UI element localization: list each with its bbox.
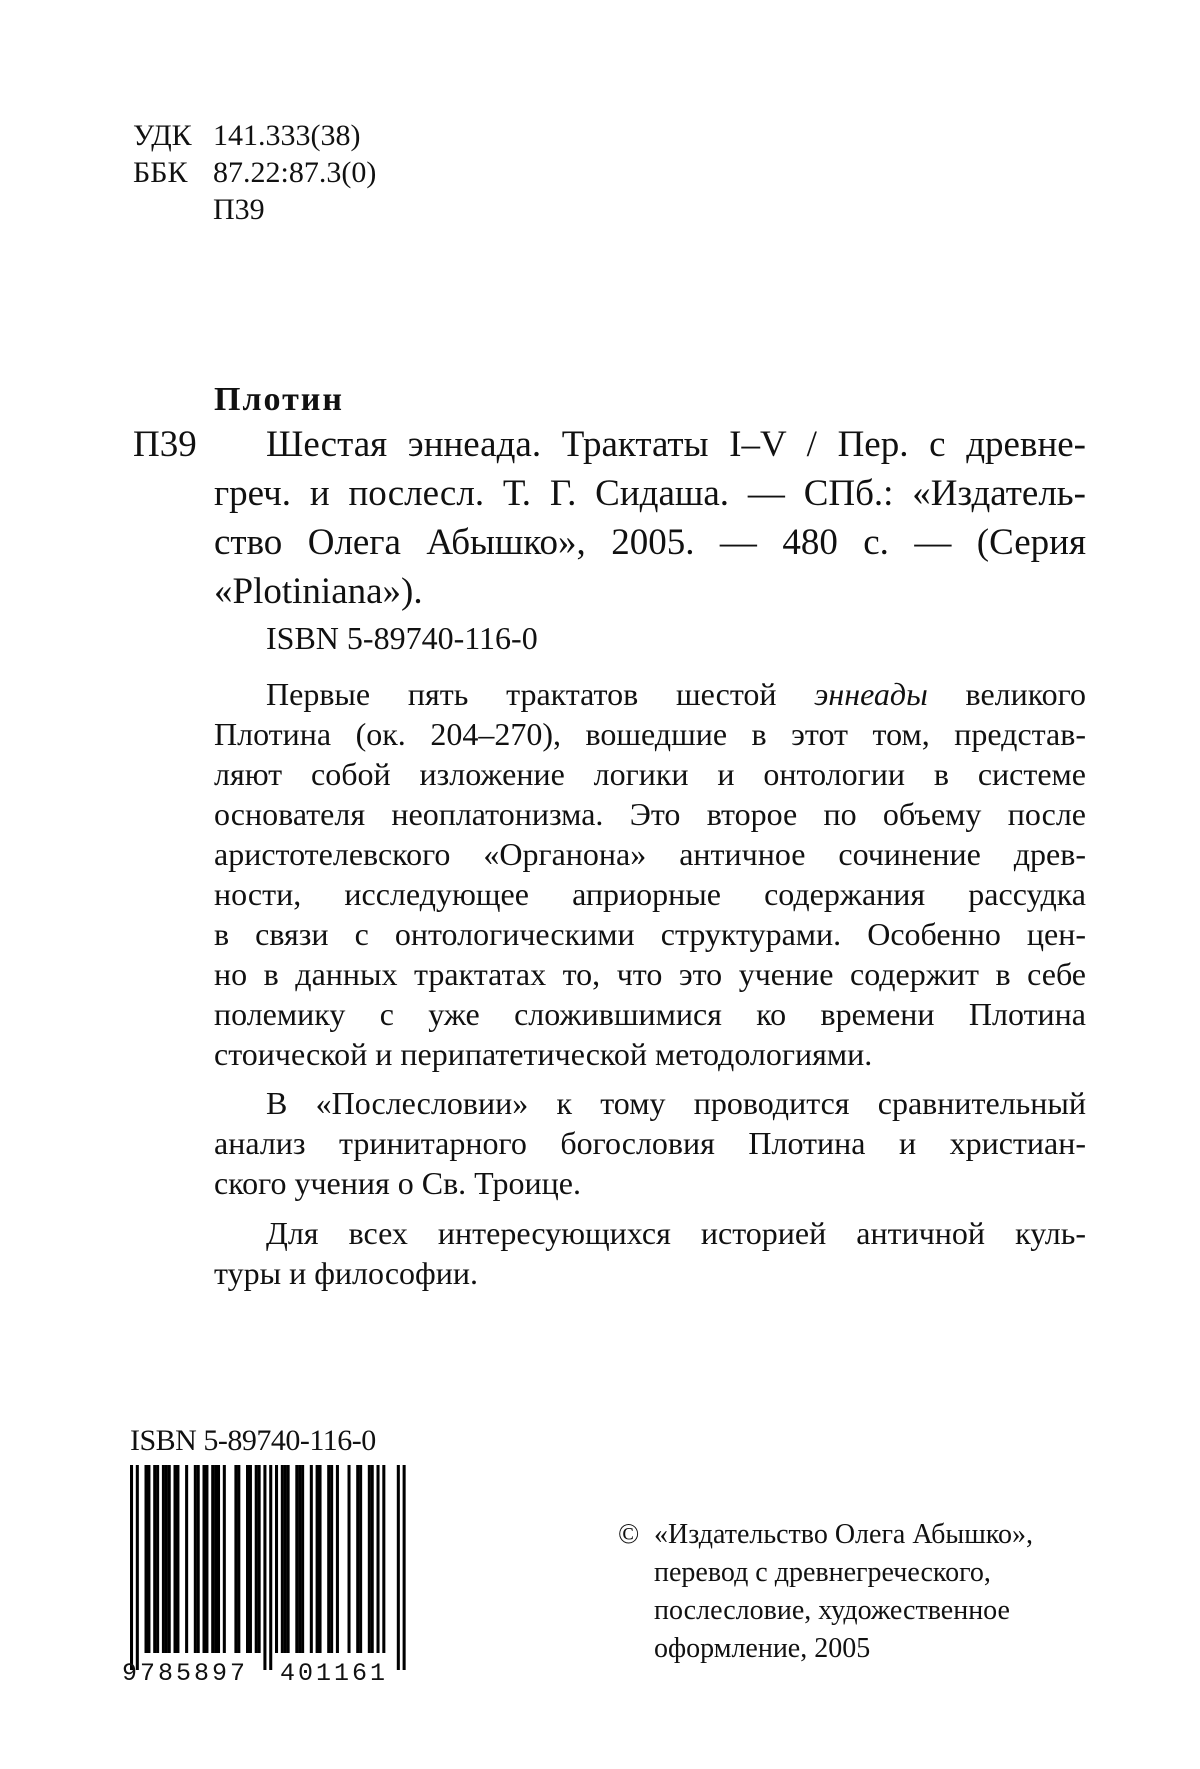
- bib-line: ство Олега Абышко», 2005. — 480 с. — (Серия: [214, 522, 1086, 563]
- annotation-line: стоической и перипатетической методологиями.: [214, 1036, 873, 1072]
- bib-line: греч. и послесл. Т. Г. Сидаша. — СПб.: «Издатель-: [214, 473, 1086, 514]
- annotation-line: Плотина (ок. 204–270), вошедшие в этот том, представ-: [214, 716, 1086, 752]
- barcode-bar: [162, 1465, 165, 1653]
- barcode-isbn-label: ISBN 5-89740-116-0: [130, 1424, 376, 1457]
- barcode-bar: [249, 1465, 252, 1653]
- isbn-line: ISBN 5-89740-116-0: [266, 620, 538, 656]
- bib-line: Шестая эннеада. Трактаты I–V / Пер. с древне-: [266, 424, 1086, 465]
- emphasis-term: эннеады: [814, 676, 928, 712]
- barcode-bar: [211, 1465, 214, 1653]
- annotation-line: В «Послесловии» к тому проводится сравнительный: [266, 1085, 1086, 1121]
- barcode-bar: [295, 1465, 298, 1653]
- barcode-bar: [368, 1465, 371, 1653]
- annotation-line: аристотелевского «Органона» античное сочинение древ-: [214, 836, 1086, 872]
- barcode-bar: [217, 1465, 220, 1653]
- annotation-line: ского учения о Св. Троице.: [214, 1165, 581, 1201]
- barcode-bar: [348, 1465, 351, 1653]
- barcode-bar: [130, 1465, 133, 1670]
- barcode-bar: [336, 1465, 339, 1653]
- barcode-bar: [310, 1465, 313, 1653]
- barcode-bar: [319, 1465, 322, 1653]
- barcode-bar: [145, 1465, 148, 1653]
- barcode-bar: [330, 1465, 333, 1653]
- barcode-bar: [327, 1465, 330, 1653]
- barcode-bar: [165, 1465, 168, 1653]
- barcode-bar: [194, 1465, 197, 1653]
- barcode-bar: [397, 1465, 400, 1670]
- udk-label: УДК: [133, 119, 192, 152]
- author-name: Плотин: [214, 381, 344, 418]
- barcode-bar: [136, 1465, 139, 1670]
- udk-value: 141.333(38): [213, 119, 361, 152]
- annotation-line: основателя неоплатонизма. Это второе по объему после: [214, 796, 1086, 832]
- barcode-bar: [174, 1465, 177, 1653]
- barcode-digit-first: 9: [122, 1659, 138, 1688]
- barcode-bar: [258, 1465, 261, 1653]
- annotation-line: Первые пять трактатов шестой эннеады великого: [266, 676, 1086, 712]
- barcode-bar: [403, 1465, 406, 1670]
- copyright-symbol: ©: [618, 1519, 640, 1550]
- barcode-bar: [197, 1465, 200, 1653]
- barcode-bar: [214, 1465, 217, 1653]
- barcode-bar: [377, 1465, 380, 1653]
- barcode-bar: [263, 1465, 266, 1670]
- annotation-line: ляют собой изложение логики и онтологии в системе: [214, 756, 1086, 792]
- barcode-bar: [359, 1465, 362, 1653]
- barcode-digits-left: 785897: [140, 1659, 249, 1688]
- copyright-line: перевод с древнегреческого,: [654, 1557, 991, 1588]
- author-code-top: П39: [213, 193, 265, 226]
- bib-line: «Plotiniana»).: [214, 571, 423, 612]
- annotation-line: туры и философии.: [214, 1255, 478, 1291]
- annotation-line: полемику с уже сложившимися ко времени Плотина: [214, 996, 1086, 1032]
- barcode-bar: [356, 1465, 359, 1653]
- author-code-left: П39: [133, 424, 197, 465]
- barcode-bar: [275, 1465, 278, 1653]
- bbk-label: ББК: [133, 156, 188, 189]
- barcode-bar: [316, 1465, 319, 1653]
- barcode-bar: [237, 1465, 240, 1653]
- annotation-line: анализ тринитарного богословия Плотина и христиан-: [214, 1125, 1086, 1161]
- annotation-line: но в данных трактатах то, что это учение содержит в себе: [214, 956, 1086, 992]
- barcode-bar: [284, 1465, 287, 1653]
- barcode-bar: [269, 1465, 272, 1670]
- annotation-line: Для всех интересующихся историей античной куль-: [266, 1215, 1086, 1251]
- bbk-value: 87.22:87.3(0): [213, 156, 377, 189]
- barcode-bar: [298, 1465, 301, 1653]
- barcode-bar: [255, 1465, 258, 1653]
- copyright-line: послесловие, художественное: [654, 1595, 1010, 1626]
- barcode-bar: [287, 1465, 290, 1653]
- barcode-bar: [185, 1465, 188, 1653]
- annotation-line: в связи с онтологическими структурами. Особенно цен-: [214, 916, 1086, 952]
- barcode-bar: [176, 1465, 179, 1653]
- barcode-bar: [147, 1465, 150, 1653]
- barcode-bar: [382, 1465, 385, 1653]
- barcode-bar: [205, 1465, 208, 1653]
- annotation-line: ности, исследующее априорные содержания рассудка: [214, 876, 1086, 912]
- barcode-bar: [153, 1465, 156, 1653]
- barcode-bar: [156, 1465, 159, 1653]
- barcode-bar: [371, 1465, 374, 1653]
- barcode-bar: [301, 1465, 304, 1653]
- barcode-bar: [168, 1465, 171, 1653]
- barcode-bar: [234, 1465, 237, 1653]
- barcode-bar: [281, 1465, 284, 1653]
- copyright-line: «Издательство Олега Абышко»,: [654, 1519, 1033, 1550]
- barcode-digits-right: 401161: [280, 1659, 389, 1688]
- copyright-line: оформление, 2005: [654, 1633, 871, 1664]
- barcode-bar: [203, 1465, 206, 1653]
- barcode-bar: [246, 1465, 249, 1653]
- barcode-image: [122, 1465, 428, 1688]
- barcode-bar: [223, 1465, 226, 1653]
